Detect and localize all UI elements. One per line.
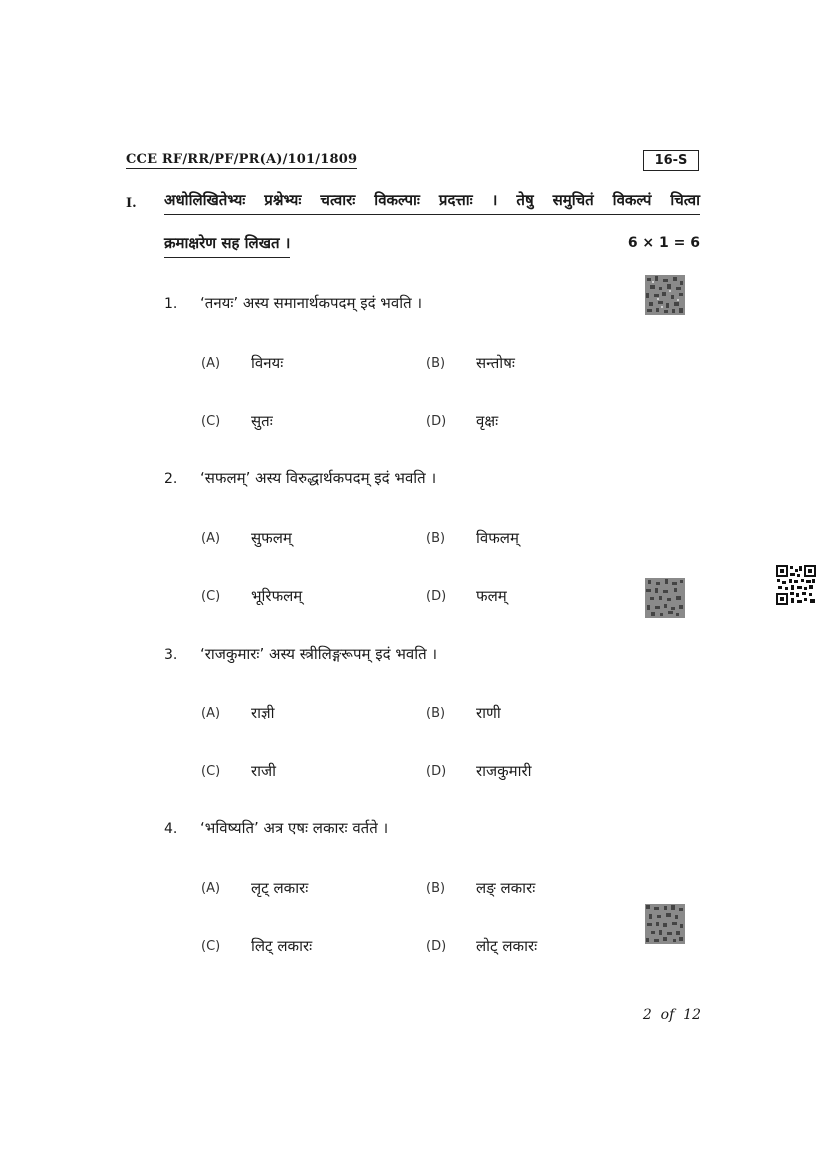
option-text: राजी	[251, 762, 277, 780]
question-number: 3.	[164, 647, 178, 663]
option-label: (C)	[201, 414, 221, 429]
option-label: (A)	[201, 881, 221, 896]
option-text: राणी	[476, 704, 501, 722]
option-text: लोट् लकारः	[476, 937, 538, 955]
option-label: (C)	[201, 764, 221, 779]
question-text: ‘सफलम्’ अस्य विरुद्धार्थकपदम् इदं भवति ।	[200, 469, 437, 487]
question-text: ‘तनयः’ अस्य समानार्थकपदम् इदं भवति ।	[200, 294, 423, 312]
option-label: (B)	[426, 531, 446, 546]
question-number: 4.	[164, 821, 178, 837]
option-text: लृट् लकारः	[251, 879, 309, 897]
question-number: 1.	[164, 296, 178, 312]
option-text: वृक्षः	[476, 412, 499, 430]
option-label: (D)	[426, 589, 447, 604]
option-text: लङ् लकारः	[476, 879, 536, 897]
security-pattern-icon	[645, 578, 685, 618]
section-marks: 6 × 1 = 6	[627, 235, 700, 251]
paper-code-box: 16-S	[643, 150, 699, 171]
section-number: I.	[126, 196, 137, 211]
option-label: (A)	[201, 356, 221, 371]
question-text: ‘राजकुमारः’ अस्य स्त्रीलिङ्गरूपम् इदं भवति ।	[200, 645, 438, 663]
option-label: (A)	[201, 706, 221, 721]
section-instruction-line1: अधोलिखितेभ्यः प्रश्नेभ्यः चत्वारः विकल्पाः प्रदत्ताः । तेषु समुचितं विकल्पं चित्वा	[164, 190, 700, 215]
option-text: राजकुमारी	[476, 762, 532, 780]
option-text: सुफलम्	[251, 529, 292, 547]
security-pattern-icon	[645, 275, 685, 315]
option-label: (B)	[426, 706, 446, 721]
option-text: राज्ञी	[251, 704, 275, 722]
security-pattern-icon	[645, 904, 685, 944]
option-text: सन्तोषः	[476, 354, 515, 372]
option-text: सुतः	[251, 412, 273, 430]
option-label: (A)	[201, 531, 221, 546]
exam-code: CCE RF/RR/PF/PR(A)/101/1809	[126, 152, 358, 167]
option-label: (B)	[426, 356, 446, 371]
option-label: (C)	[201, 939, 221, 954]
option-label: (B)	[426, 881, 446, 896]
option-text: लिट् लकारः	[251, 937, 313, 955]
option-label: (C)	[201, 589, 221, 604]
option-label: (D)	[426, 939, 447, 954]
qr-code-icon	[776, 565, 816, 605]
option-label: (D)	[426, 764, 447, 779]
option-label: (D)	[426, 414, 447, 429]
section-instruction-line2: क्रमाक्षरेण सह लिखत ।	[164, 233, 290, 258]
option-text: भूरिफलम्	[251, 587, 303, 605]
page-number: 2 of 12	[642, 1007, 701, 1023]
option-text: फलम्	[476, 587, 507, 605]
option-text: विनयः	[251, 354, 284, 372]
question-text: ‘भविष्यति’ अत्र एषः लकारः वर्तते ।	[200, 819, 389, 837]
question-number: 2.	[164, 471, 178, 487]
option-text: विफलम्	[476, 529, 519, 547]
